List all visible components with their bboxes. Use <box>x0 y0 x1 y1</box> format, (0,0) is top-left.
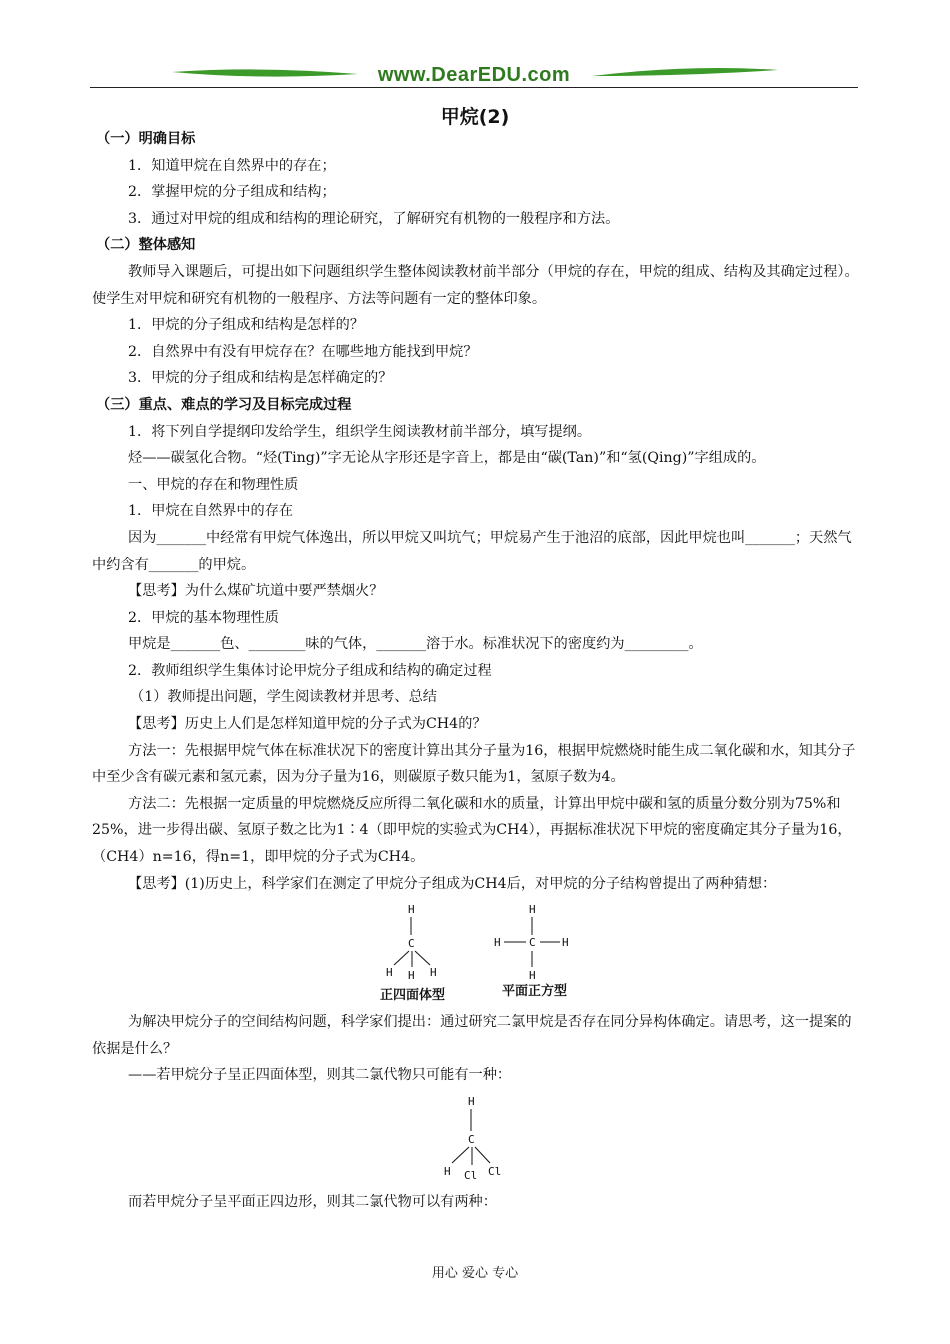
fill-in-paragraph: 因为_______中经常有甲烷气体逸出，所以甲烷又叫坑气；甲烷易产生于池沼的底部，因此甲烷也叫_______；天然气中约含有_______的甲烷。 <box>92 529 852 573</box>
page-header <box>90 58 858 92</box>
tetrahedral-caption: 正四面体型 <box>380 988 446 1004</box>
fill-in-paragraph: 甲烷是_______色、________味的气体，_______溶于水。标准状况下的密度约为_________。 <box>128 636 703 653</box>
goal-item-3: 3．通过对甲烷的组成和结构的理论研究，了解研究有机物的一般程序和方法。 <box>128 210 620 227</box>
svg-text:H: H <box>562 936 569 950</box>
think-prompt: 【思考】(1)历史上，科学家们在测定了甲烷分子组成为CH4后，对甲烷的分子结构曾提出了两种猜想： <box>128 875 777 892</box>
svg-text:H: H <box>408 969 415 982</box>
method-one-paragraph: 方法一：先根据甲烷气体在标准状况下的密度计算出其分子量为16，根据甲烷燃烧时能生成二氧化碳和水，知其分子中至少含有碳元素和氢元素，因为分子量为16，则碳原子数只能为1，氢原子数为4。 <box>92 742 856 786</box>
right-swoosh-icon <box>590 62 780 84</box>
svg-text:C: C <box>408 937 415 951</box>
question-item-3: 3．甲烷的分子组成和结构是怎样确定的？ <box>128 370 393 387</box>
paragraph: 2．甲烷的基本物理性质 <box>128 609 279 626</box>
think-prompt: 【思考】历史上人们是怎样知道甲烷的分子式为CH4的？ <box>128 716 487 733</box>
tetrahedral-structure-diagram <box>372 901 462 981</box>
page-title: 甲烷(2) <box>440 106 510 128</box>
site-logo[interactable]: www.DearEDU.com <box>377 64 571 86</box>
paragraph: 1．将下列自学提纲印发给学生，组织学生阅读教材前半部分，填写提纲。 <box>128 423 592 440</box>
paragraph: 为解决甲烷分子的空间结构问题，科学家们提出：通过研究二氯甲烷是否存在同分异构体确定。请思考，这一提案的依据是什么？ <box>92 1014 852 1057</box>
question-item-2: 2．自然界中有没有甲烷存在？在哪些地方能找到甲烷？ <box>128 343 478 360</box>
svg-text:H: H <box>468 1095 475 1108</box>
svg-text:Cl: Cl <box>464 1169 478 1182</box>
section-heading-3: （三）重点、难点的学习及目标完成过程 <box>96 396 352 413</box>
overview-paragraph: 教师导入课题后，可提出如下问题组织学生整体阅读教材前半部分（甲烷的存在，甲烷的组成、结构及其确定过程）。使学生对甲烷和研究有机物的一般程序、方法等问题有一定的整体印象。 <box>92 263 859 307</box>
svg-text:H: H <box>494 936 501 950</box>
think-prompt: 【思考】为什么煤矿坑道中要严禁烟火？ <box>128 583 384 600</box>
goal-item-2: 2．掌握甲烷的分子组成和结构； <box>128 184 336 201</box>
svg-text:H: H <box>386 966 393 980</box>
paragraph: ——若甲烷分子呈正四面体型，则其二氯代物只可能有一种： <box>128 1067 512 1084</box>
svg-text:H: H <box>408 903 415 917</box>
svg-text:Cl: Cl <box>488 1165 502 1178</box>
paragraph: 1．甲烷在自然界中的存在 <box>128 503 294 520</box>
svg-text:H: H <box>529 903 536 917</box>
structure-hypotheses-figure <box>92 897 860 1009</box>
section-heading-2: （二）整体感知 <box>96 237 196 254</box>
dichloromethane-tetrahedral-diagram <box>438 1093 518 1183</box>
svg-text:C: C <box>529 936 536 950</box>
dichloromethane-figure <box>92 1089 860 1189</box>
page-footer: 用心 爱心 专心 <box>431 1266 519 1281</box>
paragraph: 而若甲烷分子呈平面正四边形，则其二氯代物可以有两种： <box>128 1194 497 1210</box>
svg-text:H: H <box>444 1165 451 1178</box>
paragraph: 烃——碳氢化合物。“烃(Ting)”字无论从字形还是字音上，都是由“碳(Tan)”和“氢(Qing)”字组成的。 <box>128 450 766 467</box>
paragraph: 一、甲烷的存在和物理性质 <box>128 476 299 493</box>
paragraph: （1）教师提出问题，学生阅读教材并思考、总结 <box>130 689 437 706</box>
header-rule <box>90 87 858 88</box>
svg-text:H: H <box>529 969 536 982</box>
square-planar-caption: 平面正方型 <box>502 984 568 1000</box>
document-body <box>92 126 860 1216</box>
paragraph: 2．教师组织学生集体讨论甲烷分子组成和结构的确定过程 <box>128 662 492 679</box>
svg-text:C: C <box>468 1133 475 1146</box>
question-item-1: 1．甲烷的分子组成和结构是怎样的？ <box>128 317 365 334</box>
square-planar-structure-diagram <box>488 901 588 981</box>
svg-text:H: H <box>430 966 437 980</box>
goal-item-1: 1．知道甲烷在自然界中的存在； <box>128 157 336 174</box>
section-heading-1: （一）明确目标 <box>96 131 196 147</box>
method-two-paragraph: 方法二：先根据一定质量的甲烷燃烧反应所得二氧化碳和水的质量，计算出甲烷中碳和氢的质量分数分别为75%和25%，进一步得出碳、氢原子数之比为1∶4（即甲烷的实验式为CH4），再据标准状况下甲烷的密度确定其分子量为16，（CH4）n=16，得n=1，即甲烷的分子式为CH4。 <box>92 795 852 866</box>
